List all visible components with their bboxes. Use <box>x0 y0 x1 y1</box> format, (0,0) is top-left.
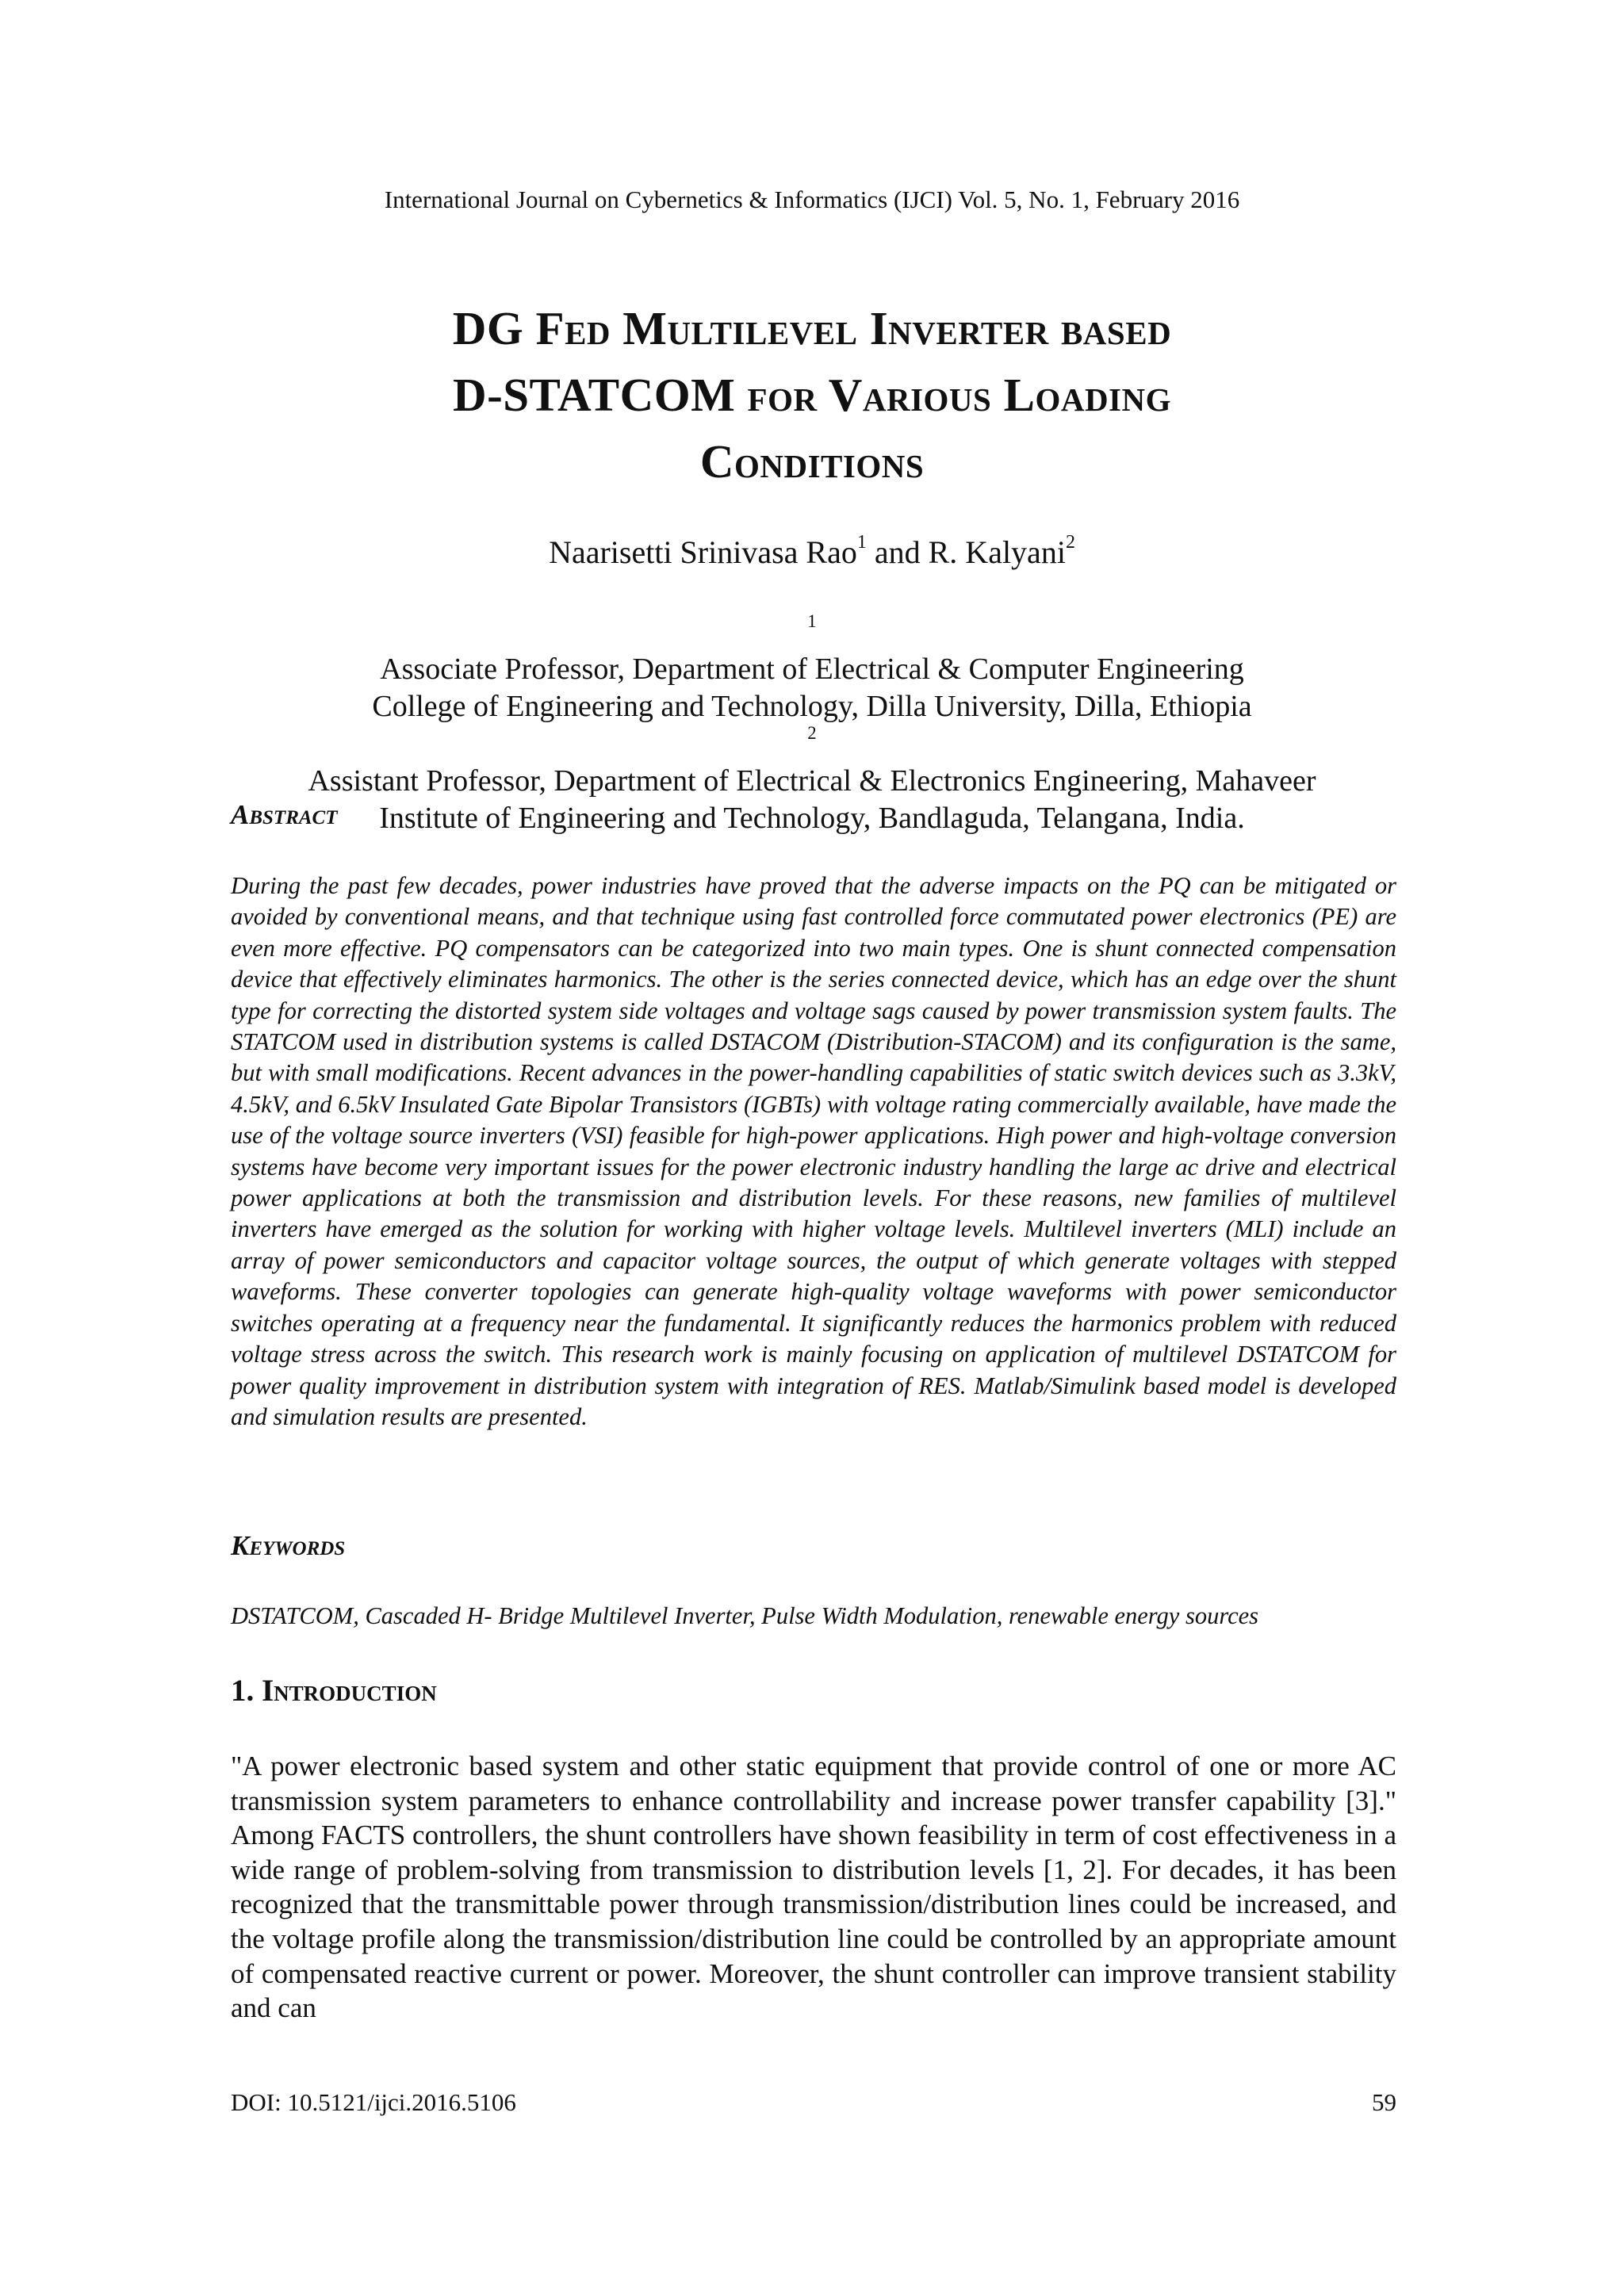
author-1-name: Naarisetti Srinivasa Rao <box>549 534 857 570</box>
running-header: International Journal on Cybernetics & Informatics (IJCI) Vol. 5, No. 1, February 2016 <box>384 186 1240 213</box>
abstract-heading: Abstract <box>231 799 338 830</box>
page-number: 59 <box>1372 2088 1396 2116</box>
affiliation-1-line-2: College of Engineering and Technology, Dilla University, Dilla, Ethiopia <box>372 690 1252 723</box>
title-line-1: DG Fed Multilevel Inverter based <box>452 302 1172 354</box>
author-line <box>0 533 1624 572</box>
introduction-text: "A power electronic based system and other static equipment that provide control of one or more AC transmission system parameters to enhance controllability and increase power transfer capability [3]." Among FACTS controllers, the shunt controllers have shown feasibility in term of cost effectiveness in a wide range of problem-solving from transmission to distribution levels [1, 2]. For decades, it has been recognized that the transmittable power through transmission/distribution lines could be increased, and the voltage profile along the transmission/distribution line could be controlled by an appropriate amount of compensated reactive current or power. Moreover, the shunt controller can improve transient stability and can <box>231 1751 1396 2024</box>
affiliation-1-superscript: 1 <box>807 610 817 631</box>
keywords-heading: Keywords <box>231 1530 346 1561</box>
doi-label: DOI: 10.5121/ijci.2016.5106 <box>231 2088 516 2116</box>
affiliation-2-superscript: 2 <box>807 722 817 743</box>
affiliation-1-text: Associate Professor, Department of Electrical & Computer Engineering <box>380 652 1244 686</box>
abstract-text: During the past few decades, power industries have proved that the adverse impacts on the PQ can be mitigated or avoided by conventional means, and that technique using fast controlled force commutated power electronics (PE) are even more effective. PQ compensators can be categorized into two main types. One is shunt connected compensation device that effectively eliminates harmonics. The other is the series connected device, which has an edge over the shunt type for correcting the distorted system side voltages and voltage sags caused by power transmission system faults. The STATCOM used in distribution systems is called DSTACOM (Distribution-STACOM) and its configuration is the same, but with small modifications. Recent advances in the power-handling capabilities of static switch devices such as 3.3kV, 4.5kV, and 6.5kV Insulated Gate Bipolar Transistors (IGBTs) with voltage rating commercially available, have made the use of the voltage source inverters (VSI) feasible for high-power applications. High power and high-voltage conversion systems have become very important issues for the power electronic industry handling the large ac drive and electrical power applications at both the transmission and distribution levels. For these reasons, new families of multilevel inverters have emerged as the solution for working with higher voltage levels. Multilevel inverters (MLI) include an array of power semiconductors and capacitor voltage sources, the output of which generate voltages with stepped waveforms. These converter topologies can generate high-quality voltage waveforms with power semiconductor switches operating at a frequency near the fundamental. It significantly reduces the harmonics problem with reduced voltage stress across the switch. This research work is mainly focusing on application of multilevel DSTATCOM for power quality improvement in distribution system with integration of RES. Matlab/Simulink based model is developed and simulation results are presented. <box>231 872 1396 1430</box>
affiliation-2-line-2: Institute of Engineering and Technology, Bandlaguda, Telangana, India. <box>379 802 1245 835</box>
author-connector: and <box>866 534 929 570</box>
title-line-2: D-STATCOM for Various Loading <box>452 369 1172 421</box>
author-2-name: R. Kalyani <box>928 534 1066 570</box>
affiliation-2-line-1 <box>178 722 1446 800</box>
author-2-superscript: 2 <box>1065 531 1075 553</box>
paper-title <box>178 295 1446 495</box>
affiliations <box>178 610 1446 837</box>
author-1-superscript: 1 <box>856 531 867 553</box>
affiliation-1-line-1 <box>178 610 1446 688</box>
affiliation-2-text: Assistant Professor, Department of Electrical & Electronics Engineering, Mahaveer <box>308 764 1316 798</box>
introduction-heading: 1. Introduction <box>231 1674 437 1708</box>
keywords-text: DSTATCOM, Cascaded H- Bridge Multilevel Inverter, Pulse Width Modulation, renewable energy sources <box>231 1602 1259 1629</box>
title-line-3: Conditions <box>699 435 925 488</box>
